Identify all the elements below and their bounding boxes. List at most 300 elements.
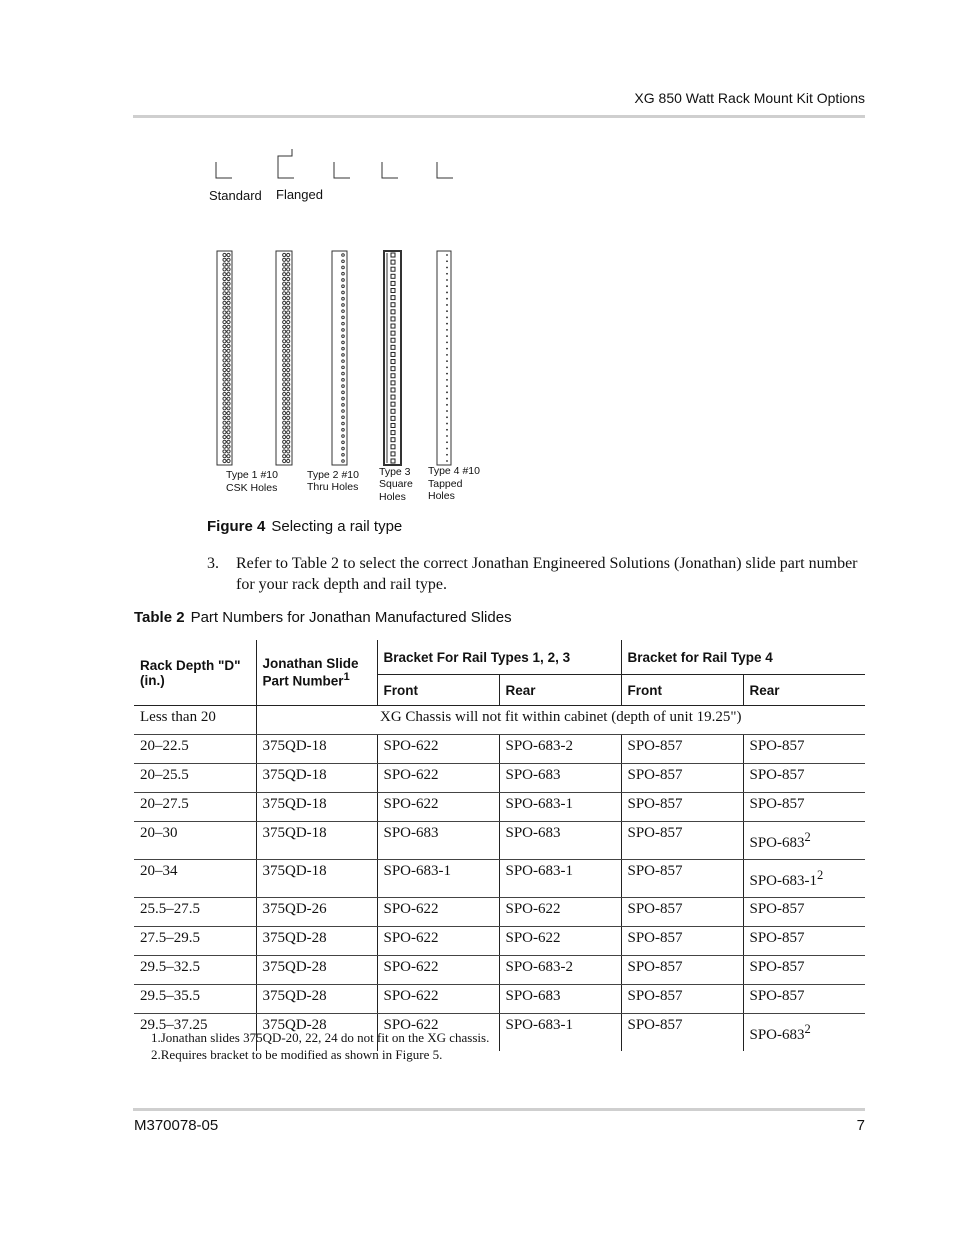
front-bracket-4-value: SPO-857 [627,825,683,841]
rear-bracket-123-cell [499,956,621,985]
csk-hole [283,388,286,391]
csk-hole [287,445,290,448]
csk-hole [223,287,226,290]
csk-hole [227,359,230,362]
rack-depth-cell [134,822,256,860]
csk-hole [223,435,226,438]
tapped-hole [446,441,448,443]
rack-depth-value: 27.5–29.5 [140,930,200,946]
thru-hole [342,391,345,394]
square-hole [391,416,395,420]
slide-part-value: 375QD-28 [262,1017,327,1033]
footnote-2: 2.Requires bracket to be modified as shown in Figure 5. [151,1047,443,1062]
footnote-ref: 2 [804,830,811,844]
footnote-ref: 2 [817,868,824,882]
front-bracket-123-cell [377,860,499,898]
tapped-hole [446,360,448,362]
csk-hole [287,301,290,304]
csk-hole [227,316,230,319]
rear-bracket-123-cell [499,985,621,1014]
csk-hole [223,373,226,376]
csk-hole [287,416,290,419]
rear-bracket-123-value: SPO-683-1 [505,863,574,879]
rear-bracket-123-cell [499,764,621,793]
rear-bracket-123-value: SPO-622 [505,901,561,917]
csk-hole [223,335,226,338]
csk-hole [227,311,230,314]
table-row [134,860,865,898]
tapped-hole [446,373,448,375]
csk-hole [223,383,226,386]
thru-hole [342,310,345,313]
square-hole [391,409,395,413]
csk-hole [287,392,290,395]
csk-hole [283,426,286,429]
rack-depth-cell [134,956,256,985]
csk-hole [287,440,290,443]
slide-part-cell [256,985,377,1014]
tapped-hole [446,416,448,418]
rear-bracket-123-cell [499,860,621,898]
front-bracket-4-value: SPO-857 [627,1017,683,1033]
csk-hole [227,263,230,266]
csk-hole [223,426,226,429]
front-bracket-4-value: SPO-857 [627,767,683,783]
csk-hole [223,273,226,276]
csk-hole [283,330,286,333]
rack-depth-value: 20–34 [140,863,178,879]
front-bracket-4-cell [621,764,743,793]
slide-part-value: 375QD-28 [262,959,327,975]
csk-hole [227,421,230,424]
csk-hole [223,292,226,295]
front-bracket-123-value: SPO-622 [383,738,439,754]
csk-hole [287,277,290,280]
rail-type-figure [200,140,520,510]
page-number: 7 [856,1117,865,1134]
csk-hole [223,325,226,328]
thru-hole [342,416,345,419]
csk-hole [287,402,290,405]
rear-bracket-4-cell [743,956,865,985]
csk-hole [287,263,290,266]
csk-hole [227,258,230,261]
tapped-hole [446,410,448,412]
header-front-4: Front [621,675,743,706]
slide-part-cell [256,898,377,927]
rack-depth-cell: Less than 20 [134,706,256,735]
rack-depth-cell [134,735,256,764]
csk-hole [227,306,230,309]
csk-hole [223,330,226,333]
front-bracket-4-cell [621,956,743,985]
csk-hole [227,378,230,381]
csk-hole [287,373,290,376]
front-bracket-4-cell [621,822,743,860]
front-bracket-4-value: SPO-857 [627,959,683,975]
rail-3-label-line1: Type 3 [379,466,411,478]
square-hole [391,367,395,371]
front-bracket-4-value: SPO-857 [627,988,683,1004]
rear-bracket-4-value: SPO-683-1 [749,873,818,889]
csk-hole [223,277,226,280]
header-rack-depth: Rack Depth "D" (in.) [134,640,256,706]
tapped-hole [446,398,448,400]
thru-hole [342,266,345,269]
csk-hole [223,388,226,391]
thru-hole [342,347,345,350]
square-hole [391,324,395,328]
running-header: XG 850 Watt Rack Mount Kit Options [634,90,865,106]
csk-hole [287,349,290,352]
thru-hole [342,304,345,307]
table-row [134,956,865,985]
csk-hole [287,411,290,414]
thru-hole [342,335,345,338]
rack-depth-cell [134,793,256,822]
csk-hole [287,354,290,357]
csk-hole [287,268,290,271]
thru-hole [342,272,345,275]
csk-hole [223,402,226,405]
csk-hole [283,344,286,347]
tapped-hole [446,366,448,368]
csk-hole [283,268,286,271]
tapped-hole [446,460,448,462]
thru-hole [342,453,345,456]
square-hole [391,395,395,399]
csk-hole [283,253,286,256]
thru-hole [342,441,345,444]
front-bracket-123-value: SPO-622 [383,901,439,917]
front-bracket-123-value: SPO-622 [383,1017,439,1033]
csk-hole [283,455,286,458]
csk-hole [287,388,290,391]
square-hole [391,360,395,364]
standard-profile-icon [216,162,232,178]
csk-hole [287,397,290,400]
csk-hole [283,416,286,419]
csk-hole [227,450,230,453]
figure-caption-text: Selecting a rail type [271,518,403,535]
csk-hole [227,411,230,414]
csk-hole [227,435,230,438]
front-bracket-4-cell [621,898,743,927]
square-hole [391,452,395,456]
rack-depth-value: 20–25.5 [140,767,189,783]
table-row [134,985,865,1014]
csk-hole [287,325,290,328]
csk-hole [283,364,286,367]
square-hole [391,438,395,442]
csk-hole [223,378,226,381]
csk-hole [287,258,290,261]
rear-bracket-4-value: SPO-683 [749,835,805,851]
csk-hole [223,258,226,261]
front-bracket-4-cell [621,1014,743,1052]
csk-hole [287,383,290,386]
csk-hole [227,282,230,285]
slide-part-value: 375QD-18 [262,825,327,841]
slide-part-cell [256,735,377,764]
csk-hole [283,407,286,410]
rail-1-label-line1: Type 1 #10 [226,469,278,481]
csk-hole [283,325,286,328]
csk-hole [287,450,290,453]
flanged-profile-icon [278,149,294,178]
rail-4-label-line3: Holes [428,490,455,502]
tapped-hole [446,304,448,306]
csk-hole [227,287,230,290]
step-text: Refer to Table 2 to select the correct Jonathan Engineered Solutions (Jonathan) slide part number for your rack depth and rail type. [236,555,858,593]
tapped-hole [446,273,448,275]
csk-hole [283,340,286,343]
csk-hole [223,316,226,319]
flanged-label: Flanged [276,187,323,202]
tapped-hole [446,341,448,343]
front-bracket-123-cell [377,898,499,927]
thru-hole [342,366,345,369]
rail-1-label-line2: CSK Holes [226,482,278,494]
rack-depth-value: 20–22.5 [140,738,189,754]
document-number: M370078-05 [134,1117,219,1134]
thru-hole [342,360,345,363]
front-bracket-123-cell [377,735,499,764]
csk-hole [227,426,230,429]
rack-depth-value: 25.5–27.5 [140,901,200,917]
csk-hole [227,354,230,357]
front-bracket-123-value: SPO-683-1 [383,863,452,879]
csk-hole [283,431,286,434]
csk-hole [283,316,286,319]
csk-hole [283,383,286,386]
rail-2-label-line1: Type 2 #10 [307,469,359,481]
csk-hole [223,445,226,448]
csk-hole [227,445,230,448]
slide-part-value: 375QD-28 [262,988,327,1004]
csk-hole [283,392,286,395]
csk-hole [227,373,230,376]
thru-hole [342,341,345,344]
csk-hole [283,311,286,314]
tapped-hole [446,298,448,300]
csk-hole [287,316,290,319]
tapped-hole [446,310,448,312]
square-hole [391,310,395,314]
not-fit-note-cell: XG Chassis will not fit within cabinet (depth of unit 19.25") [256,706,865,735]
csk-hole [283,435,286,438]
rear-bracket-4-value: SPO-857 [749,901,805,917]
rack-depth-value: 29.5–35.5 [140,988,200,1004]
csk-hole [227,301,230,304]
csk-hole [287,378,290,381]
csk-hole [227,364,230,367]
tapped-hole [446,260,448,262]
thru-hole [342,329,345,332]
csk-hole [223,459,226,462]
thru-hole [342,422,345,425]
tapped-hole [446,385,448,387]
csk-hole [287,407,290,410]
slide-part-value: 375QD-18 [262,738,327,754]
csk-hole [283,349,286,352]
square-hole [391,303,395,307]
header-slide-part [256,640,377,706]
front-bracket-4-value: SPO-857 [627,930,683,946]
rear-bracket-4-value: SPO-857 [749,959,805,975]
square-hole [391,289,395,293]
thru-hole [342,385,345,388]
rear-bracket-4-value: SPO-857 [749,767,805,783]
square-hole [391,260,395,264]
csk-hole [283,373,286,376]
csk-hole [283,306,286,309]
csk-hole [227,268,230,271]
square-hole [391,274,395,278]
csk-hole [227,253,230,256]
csk-hole [283,301,286,304]
thru-hole [342,254,345,257]
csk-hole [223,306,226,309]
csk-hole [223,253,226,256]
slide-part-value: 375QD-18 [262,863,327,879]
csk-hole [227,440,230,443]
rear-bracket-123-value: SPO-683 [505,988,561,1004]
csk-hole [283,292,286,295]
rear-bracket-4-cell [743,927,865,956]
csk-hole [283,354,286,357]
square-hole [391,338,395,342]
rear-bracket-123-value: SPO-683-1 [505,796,574,812]
csk-hole [227,402,230,405]
tapped-hole [446,267,448,269]
csk-hole [283,402,286,405]
rack-depth-value: 29.5–32.5 [140,959,200,975]
csk-hole [223,364,226,367]
tapped-hole [446,404,448,406]
csk-hole [227,344,230,347]
csk-hole [223,340,226,343]
rack-depth-cell [134,898,256,927]
thru-hole [342,372,345,375]
csk-hole [223,392,226,395]
rear-bracket-4-cell [743,985,865,1014]
thru-hole [342,354,345,357]
csk-hole [227,330,230,333]
table-caption-label: Table 2 [134,609,185,626]
csk-hole [227,335,230,338]
slide-part-value: 375QD-18 [262,796,327,812]
table-footnotes [151,1029,489,1063]
csk-hole [283,450,286,453]
csk-hole [227,397,230,400]
csk-hole [283,440,286,443]
thru-hole [342,285,345,288]
header-rule [133,115,865,118]
csk-hole [223,416,226,419]
csk-hole [223,431,226,434]
front-bracket-4-cell [621,860,743,898]
csk-hole [223,440,226,443]
front-bracket-4-cell [621,735,743,764]
slide-part-cell [256,860,377,898]
rail-type-3-outline [332,251,347,465]
csk-hole [287,306,290,309]
front-bracket-4-value: SPO-857 [627,863,683,879]
front-bracket-123-cell [377,822,499,860]
csk-hole [227,277,230,280]
rear-bracket-4-value: SPO-857 [749,988,805,1004]
table-row [134,793,865,822]
csk-hole [223,455,226,458]
csk-hole [223,263,226,266]
front-bracket-123-value: SPO-622 [383,767,439,783]
csk-hole [227,392,230,395]
rail-profile-icon [334,162,350,178]
rear-bracket-4-value: SPO-857 [749,738,805,754]
tapped-hole [446,329,448,331]
table-caption-text: Part Numbers for Jonathan Manufactured Slides [190,609,512,626]
tapped-hole [446,285,448,287]
csk-hole [287,330,290,333]
csk-hole [227,455,230,458]
thru-hole [342,297,345,300]
front-bracket-123-cell [377,956,499,985]
csk-hole [227,320,230,323]
csk-hole [223,320,226,323]
square-hole [391,267,395,271]
csk-hole [227,388,230,391]
rail-3-label-line3: Holes [379,491,406,503]
table-caption [134,609,512,626]
table-row [134,927,865,956]
csk-hole [283,459,286,462]
thru-hole [342,316,345,319]
rear-bracket-4-cell [743,764,865,793]
rack-depth-value: 29.5–37.25 [140,1017,208,1033]
figure-caption [207,518,402,535]
csk-hole [287,359,290,362]
csk-hole [227,416,230,419]
standard-label: Standard [209,188,262,203]
rear-bracket-4-cell [743,1014,865,1052]
csk-hole [283,445,286,448]
rear-bracket-4-cell [743,793,865,822]
csk-hole [223,359,226,362]
thru-hole [342,279,345,282]
rack-depth-cell [134,927,256,956]
rear-bracket-123-value: SPO-683-2 [505,959,574,975]
csk-hole [227,349,230,352]
tapped-hole [446,323,448,325]
csk-hole [283,273,286,276]
rail-4-label-line2: Tapped [428,478,463,490]
csk-hole [223,407,226,410]
header-bracket-type-4: Bracket for Rail Type 4 [621,640,865,675]
tapped-hole [446,317,448,319]
csk-hole [223,450,226,453]
tapped-hole [446,279,448,281]
thru-hole [342,410,345,413]
rear-bracket-123-cell [499,735,621,764]
front-bracket-4-value: SPO-857 [627,738,683,754]
table-row [134,898,865,927]
rail-type-5-outline [437,251,451,465]
header-front-123: Front [377,675,499,706]
rear-bracket-4-cell [743,822,865,860]
header-rear-123: Rear [499,675,621,706]
rear-bracket-123-cell [499,1014,621,1052]
